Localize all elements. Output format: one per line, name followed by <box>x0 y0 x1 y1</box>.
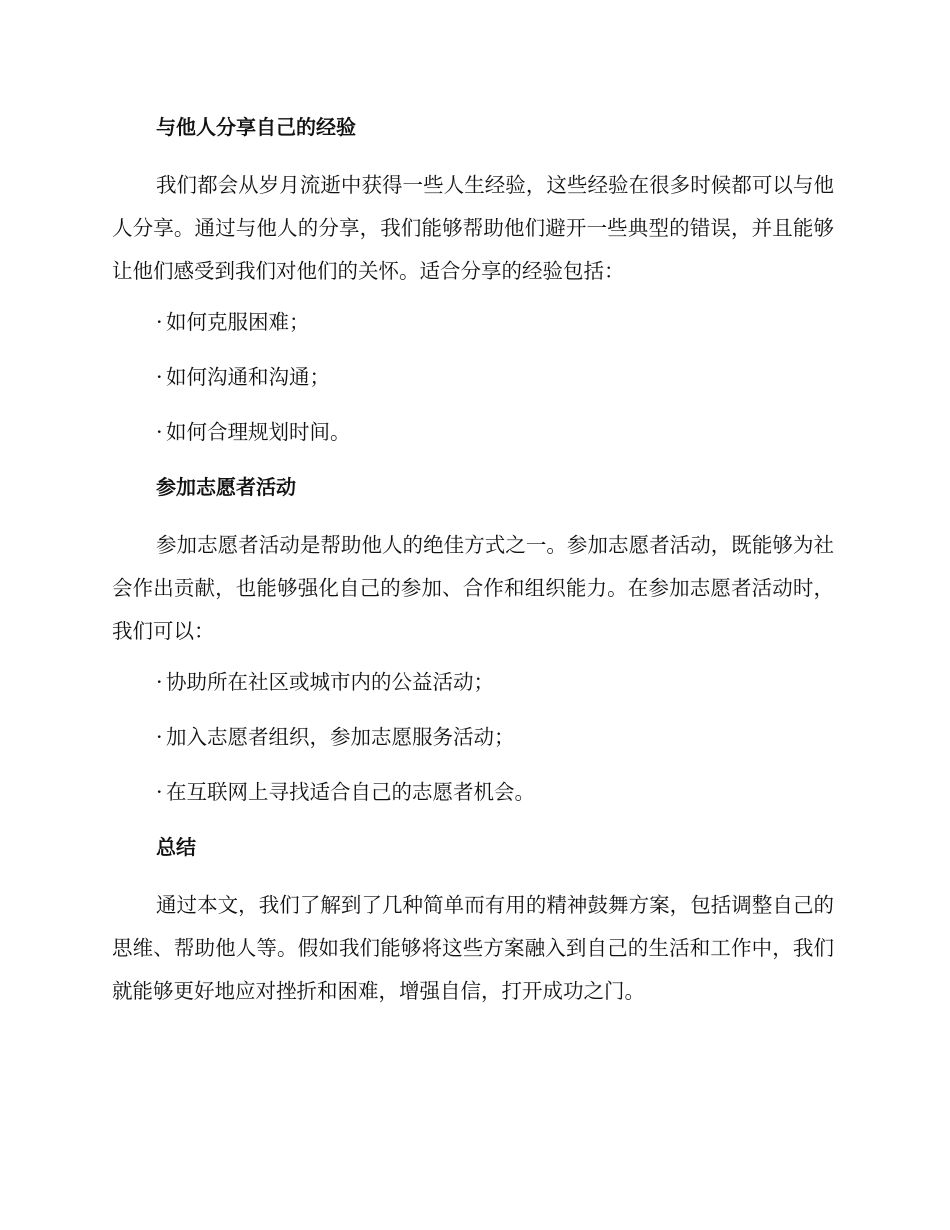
section-heading-volunteer: 参加志愿者活动 <box>156 475 296 499</box>
list-item <box>112 775 834 809</box>
bullet-icon: · <box>156 310 163 334</box>
bullet-list-volunteer <box>112 665 834 809</box>
bullet-icon: · <box>156 365 163 389</box>
section-heading-share-experience: 与他人分享自己的经验 <box>156 115 356 139</box>
section-heading-summary: 总结 <box>156 835 196 859</box>
bullet-icon: · <box>156 670 163 694</box>
bullet-icon: · <box>156 420 163 444</box>
list-item-text: 加入志愿者组织，参加志愿服务活动； <box>166 725 515 749</box>
list-item <box>112 415 834 449</box>
list-item-text: 如何沟通和沟通； <box>166 365 330 389</box>
paragraph-share-experience: 我们都会从岁月流逝中获得一些人生经验，这些经验在很多时候都可以与他人分享。通过与他人的分享，我们能够帮助他们避开一些典型的错误，并且能够让他们感受到我们对他们的关怀。适合分享的经验包括： <box>112 173 834 283</box>
list-item <box>112 360 834 394</box>
bullet-list-share-experience <box>112 305 834 449</box>
paragraph-summary: 通过本文，我们了解到了几种简单而有用的精神鼓舞方案，包括调整自己的思维、帮助他人等。假如我们能够将这些方案融入到自己的生活和工作中，我们就能够更好地应对挫折和困难，增强自信，打开成功之门。 <box>112 893 834 1003</box>
paragraph-volunteer: 参加志愿者活动是帮助他人的绝佳方式之一。参加志愿者活动，既能够为社会作出贡献，也能够强化自己的参加、合作和组织能力。在参加志愿者活动时，我们可以： <box>112 533 834 643</box>
list-item-text: 在互联网上寻找适合自己的志愿者机会。 <box>166 780 535 804</box>
list-item-text: 如何克服困难； <box>166 310 310 334</box>
list-item-text: 协助所在社区或城市内的公益活动； <box>166 670 494 694</box>
list-item <box>112 305 834 339</box>
bullet-icon: · <box>156 780 163 804</box>
list-item-text: 如何合理规划时间。 <box>166 420 351 444</box>
list-item <box>112 720 834 754</box>
document-page <box>112 110 834 1025</box>
bullet-icon: · <box>156 725 163 749</box>
list-item <box>112 665 834 699</box>
